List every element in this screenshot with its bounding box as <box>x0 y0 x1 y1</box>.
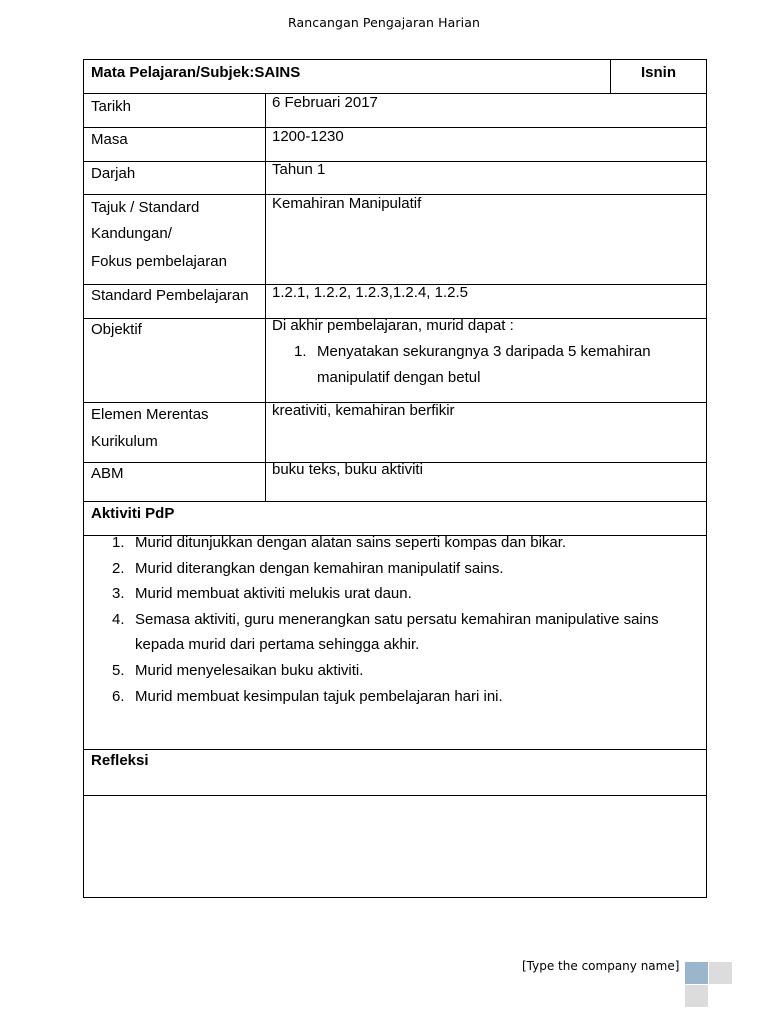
class-label: Darjah <box>91 165 136 182</box>
topic-label <box>91 195 227 275</box>
activities-heading: Aktiviti PdP <box>91 505 175 522</box>
activity-item <box>112 658 692 684</box>
cross-curricular-value: kreativiti, kemahiran berfikir <box>272 402 455 419</box>
reflection-heading: Refleksi <box>91 752 149 769</box>
column-divider <box>610 60 611 93</box>
activity-item-number: 4. <box>112 610 125 628</box>
activities-list <box>112 530 692 709</box>
objective-item <box>294 339 694 391</box>
topic-value: Kemahiran Manipulatif <box>272 195 422 212</box>
date-label: Tarikh <box>91 98 132 115</box>
activity-item <box>112 684 692 710</box>
objective-item-line: manipulatif dengan betul <box>317 369 481 386</box>
row-divider <box>84 501 706 502</box>
objective-item-number: 1. <box>294 343 307 360</box>
footer-company-name: [Type the company name] <box>522 959 680 973</box>
footer-light-square <box>709 962 732 984</box>
cross-curricular-label-line: Kurikulum <box>91 433 158 450</box>
page-header-title: Rancangan Pengajaran Harian <box>287 15 481 30</box>
activity-item-line: Murid menyelesaikan buku aktiviti. <box>135 661 364 679</box>
activity-item-number: 1. <box>112 534 125 551</box>
footer-accent-square <box>685 962 708 984</box>
activity-item-line: Murid diterangkan dengan kemahiran manipulatif sains. <box>135 559 504 577</box>
footer-light-square <box>685 985 708 1007</box>
objective-label: Objektif <box>91 321 142 338</box>
row-divider <box>84 749 706 750</box>
cross-curricular-label-line: Elemen Merentas <box>91 406 209 423</box>
cross-curricular-label <box>91 402 209 455</box>
lesson-plan-table <box>83 59 707 898</box>
activity-item-line: Murid membuat kesimpulan tajuk pembelajaran hari ini. <box>135 687 503 705</box>
activity-item <box>112 581 692 607</box>
topic-label-line: Kandungan/ <box>91 225 172 242</box>
activity-item-line: Murid membuat aktiviti melukis urat daun. <box>135 585 412 603</box>
activity-item <box>112 530 692 556</box>
learning-standard-value: 1.2.1, 1.2.2, 1.2.3,1.2.4, 1.2.5 <box>272 284 468 301</box>
row-divider <box>84 93 706 94</box>
objective-item-line: Menyatakan sekurangnya 3 daripada 5 kemahiran <box>317 343 651 360</box>
date-value: 6 Februari 2017 <box>272 94 378 111</box>
topic-label-line: Tajuk / Standard <box>91 199 200 216</box>
teaching-aids-value: buku teks, buku aktiviti <box>272 461 423 478</box>
activity-item-line: Semasa aktiviti, guru menerangkan satu persatu kemahiran manipulative sains <box>135 610 659 628</box>
activity-item-line: Murid ditunjukkan dengan alatan sains seperti kompas dan bikar. <box>135 534 567 551</box>
reflection-body <box>84 796 706 896</box>
objective-intro: Di akhir pembelajaran, murid dapat : <box>272 317 514 334</box>
activity-item-number: 6. <box>112 687 125 705</box>
row-divider <box>84 127 706 128</box>
subject-label: Mata Pelajaran/Subjek:SAINS <box>91 64 301 81</box>
topic-label-line: Fokus pembelajaran <box>91 253 227 270</box>
activity-item-number: 2. <box>112 559 125 577</box>
class-value: Tahun 1 <box>272 161 326 178</box>
column-divider <box>265 93 266 501</box>
activity-item-line: kepada murid dari pertama sehingga akhir. <box>135 636 420 654</box>
teaching-aids-label: ABM <box>91 465 124 482</box>
activity-item <box>112 607 692 658</box>
row-divider <box>84 161 706 162</box>
activity-item-number: 5. <box>112 661 125 679</box>
objective-list <box>294 339 694 391</box>
activity-item <box>112 556 692 582</box>
day-label: Isnin <box>641 64 677 81</box>
time-value: 1200-1230 <box>272 128 344 145</box>
time-label: Masa <box>91 131 128 148</box>
activity-item-number: 3. <box>112 585 125 603</box>
learning-standard-label: Standard Pembelajaran <box>91 287 249 304</box>
